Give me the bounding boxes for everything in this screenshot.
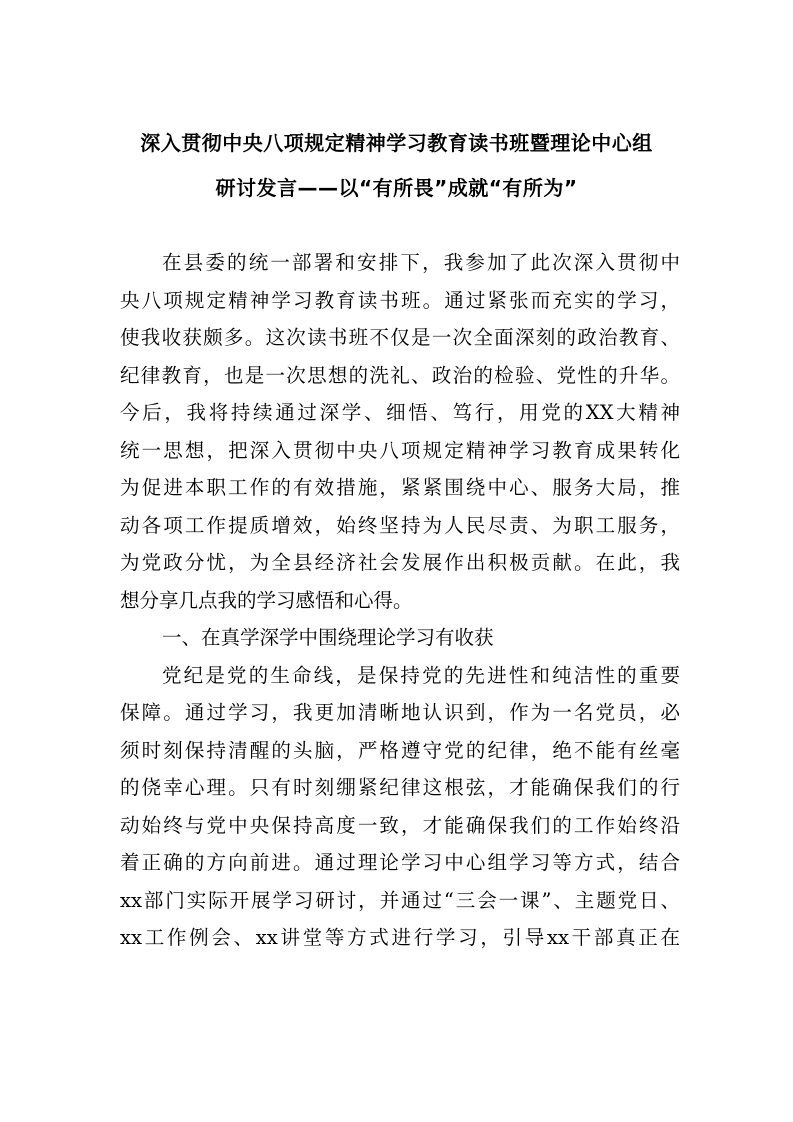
paragraph-line: 想分享几点我的学习感悟和心得。 xyxy=(120,588,413,612)
document-body xyxy=(120,244,680,957)
paragraph-line: 纪律教育，也是一次思想的洗礼、政治的检验、党性的升华。 xyxy=(120,363,680,387)
paragraph-line: xx部门实际开展学习研讨，并通过“三会一课”、主题党日、 xyxy=(120,888,680,912)
paragraph-line: 党纪是党的生命线，是保持党的先进性和纯洁性的重要 xyxy=(162,663,680,687)
document-title-line-2: 研讨发言——以“有所畏”成就“有所为” xyxy=(215,176,578,200)
paragraph-line: 今后，我将持续通过深学、细悟、笃行，用党的XX大精神 xyxy=(120,401,680,424)
paragraph-line: 统一思想，把深入贯彻中央八项规定精神学习教育成果转化 xyxy=(120,438,680,462)
paragraph-line: 为党政分忧，为全县经济社会发展作出积极贡献。在此，我 xyxy=(120,551,680,574)
paragraph-line: 保障。通过学习，我更加清晰地认识到，作为一名党员，必 xyxy=(120,701,680,724)
paragraph-line: 着正确的方向前进。通过理论学习中心组学习等方式，结合 xyxy=(120,851,680,874)
paragraph-line: 在县委的统一部署和安排下，我参加了此次深入贯彻中 xyxy=(162,251,680,274)
paragraph-line: 央八项规定精神学习教育读书班。通过紧张而充实的学习， xyxy=(120,288,680,312)
paragraph-line: 动始终与党中央保持高度一致，才能确保我们的工作始终沿 xyxy=(120,813,680,837)
paragraph-line: 动各项工作提质增效，始终坚持为人民尽责、为职工服务， xyxy=(120,513,680,537)
paragraph-line: 使我收获颇多。这次读书班不仅是一次全面深刻的政治教育、 xyxy=(120,326,680,349)
section-heading: 一、在真学深学中围绕理论学习有收获 xyxy=(162,626,494,649)
paragraph-line: xx工作例会、xx讲堂等方式进行学习，引导xx干部真正在 xyxy=(120,926,680,949)
paragraph-line: 为促进本职工作的有效措施，紧紧围绕中心、服务大局，推 xyxy=(120,476,680,499)
paragraph-line: 须时刻保持清醒的头脑，严格遵守党的纪律，绝不能有丝毫 xyxy=(120,738,680,762)
paragraph-line: 的侥幸心理。只有时刻绷紧纪律这根弦，才能确保我们的行 xyxy=(120,776,680,799)
document-title-line-1: 深入贯彻中央八项规定精神学习教育读书班暨理论中心组 xyxy=(140,131,653,155)
